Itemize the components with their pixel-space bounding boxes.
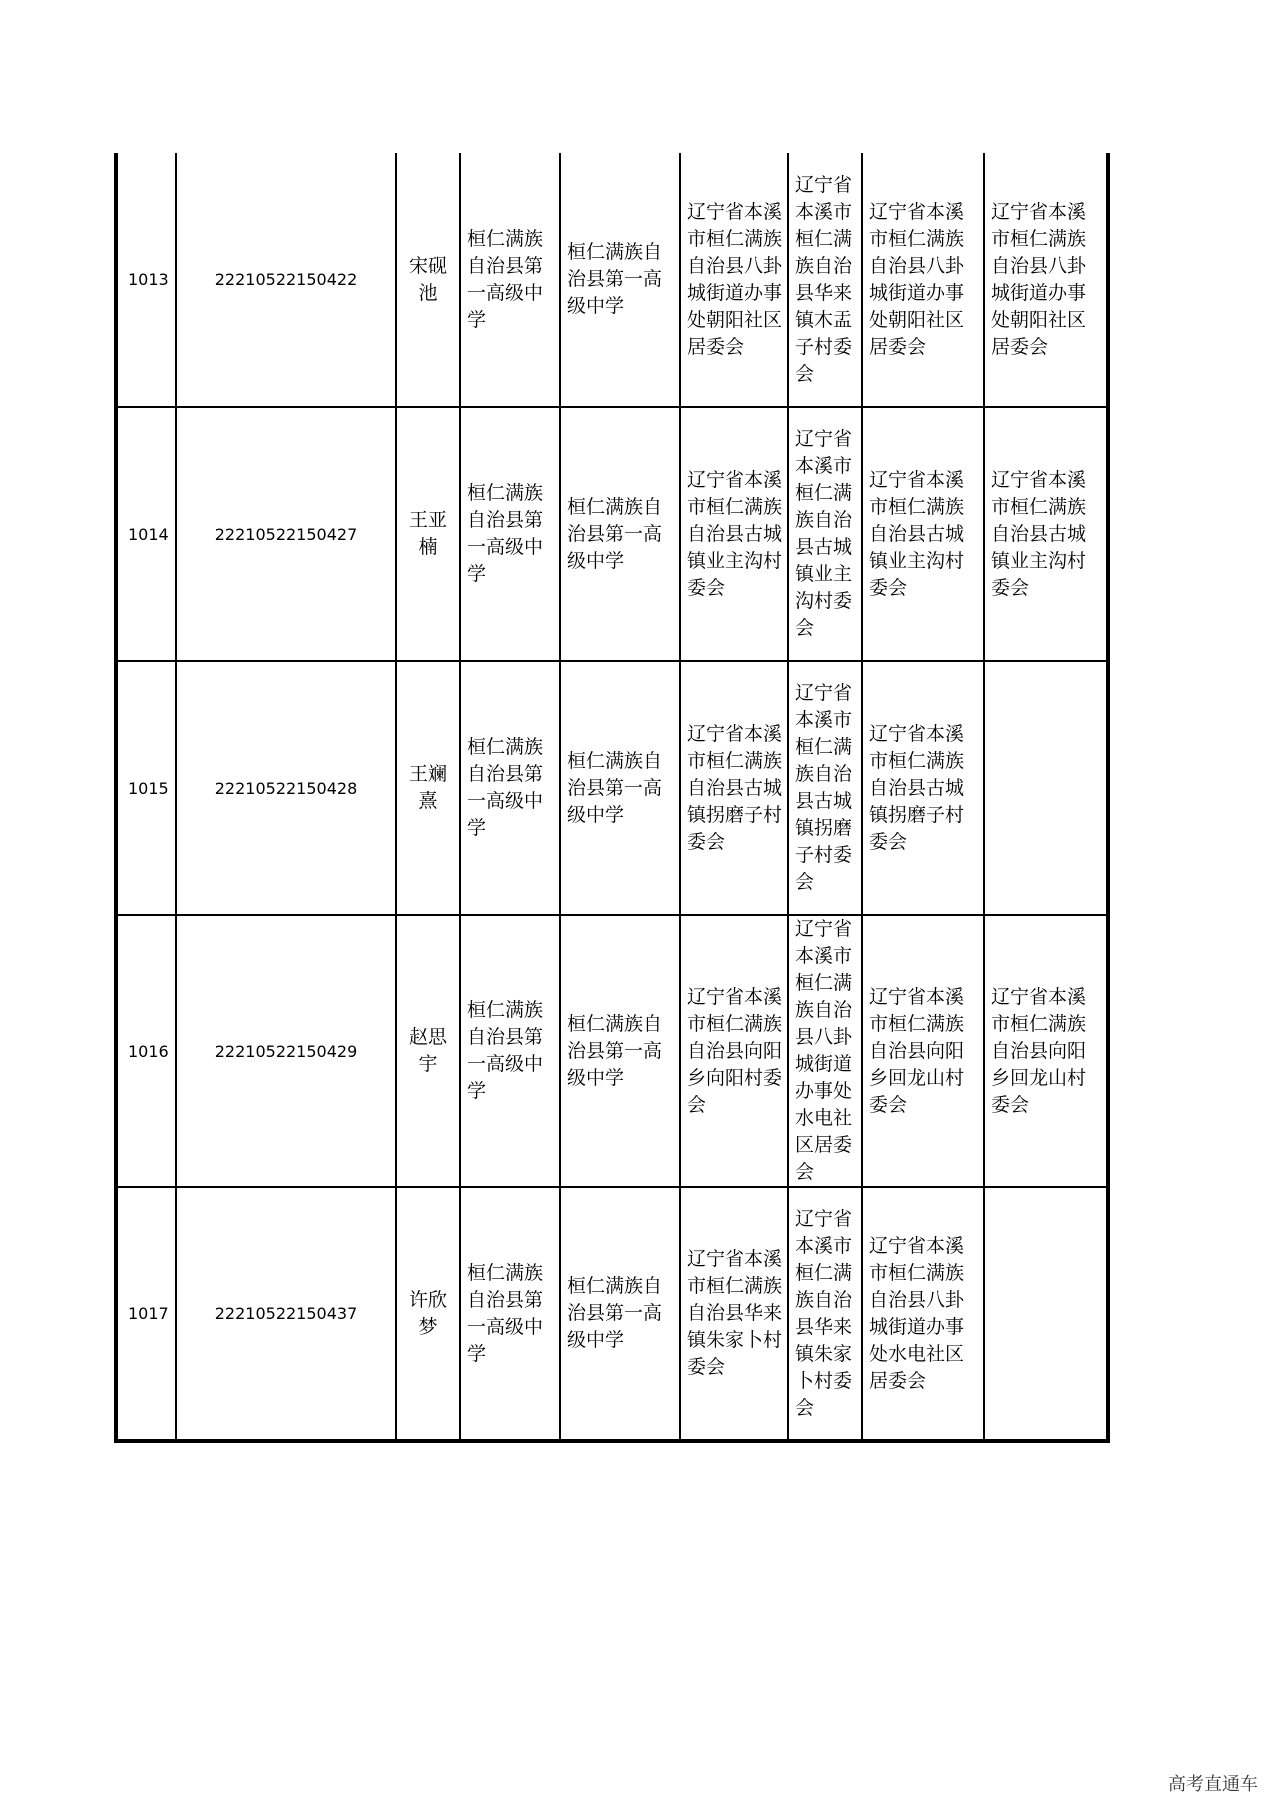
address4-cell: 辽宁省本溪市桓仁满族自治县古城镇业主沟村委会: [984, 407, 1108, 661]
school-cell: 桓仁满族自治县第一高级中学: [460, 1187, 560, 1441]
address2-cell: 辽宁省本溪市桓仁满族自治县华来镇朱家卜村委会: [788, 1187, 862, 1441]
school2-cell: 桓仁满族自治县第一高级中学: [560, 153, 680, 407]
address4-cell: 辽宁省本溪市桓仁满族自治县向阳乡回龙山村委会: [984, 915, 1108, 1187]
address2-cell: 辽宁省本溪市桓仁满族自治县八卦城街道办事处水电社区居委会: [788, 915, 862, 1187]
school-cell: 桓仁满族自治县第一高级中学: [460, 915, 560, 1187]
school2-cell: 桓仁满族自治县第一高级中学: [560, 661, 680, 915]
school2-cell: 桓仁满族自治县第一高级中学: [560, 915, 680, 1187]
name-cell: 赵思宇: [396, 915, 460, 1187]
name-cell: 宋砚池: [396, 153, 460, 407]
address2-cell: 辽宁省本溪市桓仁满族自治县古城镇业主沟村委会: [788, 407, 862, 661]
seq-cell: 1016: [116, 915, 176, 1187]
school2-cell: 桓仁满族自治县第一高级中学: [560, 1187, 680, 1441]
exam-number-cell: 22210522150427: [176, 407, 396, 661]
table-row: [116, 915, 1108, 1187]
address1-cell: 辽宁省本溪市桓仁满族自治县八卦城街道办事处朝阳社区居委会: [680, 153, 788, 407]
name-cell: 许欣梦: [396, 1187, 460, 1441]
table-row: [116, 1187, 1108, 1441]
name-cell: 王亚楠: [396, 407, 460, 661]
address4-cell: 辽宁省本溪市桓仁满族自治县八卦城街道办事处朝阳社区居委会: [984, 153, 1108, 407]
school-cell: 桓仁满族自治县第一高级中学: [460, 661, 560, 915]
address4-cell: [984, 661, 1108, 915]
table-row: [116, 407, 1108, 661]
address1-cell: 辽宁省本溪市桓仁满族自治县古城镇拐磨子村委会: [680, 661, 788, 915]
address3-cell: 辽宁省本溪市桓仁满族自治县八卦城街道办事处水电社区居委会: [862, 1187, 984, 1441]
address3-cell: 辽宁省本溪市桓仁满族自治县八卦城街道办事处朝阳社区居委会: [862, 153, 984, 407]
seq-cell: 1015: [116, 661, 176, 915]
data-table: [114, 153, 1110, 1443]
address1-cell: 辽宁省本溪市桓仁满族自治县华来镇朱家卜村委会: [680, 1187, 788, 1441]
table-row: [116, 153, 1108, 407]
address3-cell: 辽宁省本溪市桓仁满族自治县向阳乡回龙山村委会: [862, 915, 984, 1187]
address1-cell: 辽宁省本溪市桓仁满族自治县向阳乡向阳村委会: [680, 915, 788, 1187]
table-row: [116, 661, 1108, 915]
exam-number-cell: 22210522150437: [176, 1187, 396, 1441]
exam-number-cell: 22210522150429: [176, 915, 396, 1187]
school-cell: 桓仁满族自治县第一高级中学: [460, 153, 560, 407]
school2-cell: 桓仁满族自治县第一高级中学: [560, 407, 680, 661]
seq-cell: 1013: [116, 153, 176, 407]
school-cell: 桓仁满族自治县第一高级中学: [460, 407, 560, 661]
name-cell: 王斓熹: [396, 661, 460, 915]
address3-cell: 辽宁省本溪市桓仁满族自治县古城镇业主沟村委会: [862, 407, 984, 661]
address3-cell: 辽宁省本溪市桓仁满族自治县古城镇拐磨子村委会: [862, 661, 984, 915]
seq-cell: 1017: [116, 1187, 176, 1441]
exam-number-cell: 22210522150422: [176, 153, 396, 407]
address1-cell: 辽宁省本溪市桓仁满族自治县古城镇业主沟村委会: [680, 407, 788, 661]
exam-number-cell: 22210522150428: [176, 661, 396, 915]
address4-cell: [984, 1187, 1108, 1441]
seq-cell: 1014: [116, 407, 176, 661]
watermark-text: 高考直通车: [1168, 1774, 1258, 1795]
address2-cell: 辽宁省本溪市桓仁满族自治县古城镇拐磨子村委会: [788, 661, 862, 915]
address2-cell: 辽宁省本溪市桓仁满族自治县华来镇木盂子村委会: [788, 153, 862, 407]
